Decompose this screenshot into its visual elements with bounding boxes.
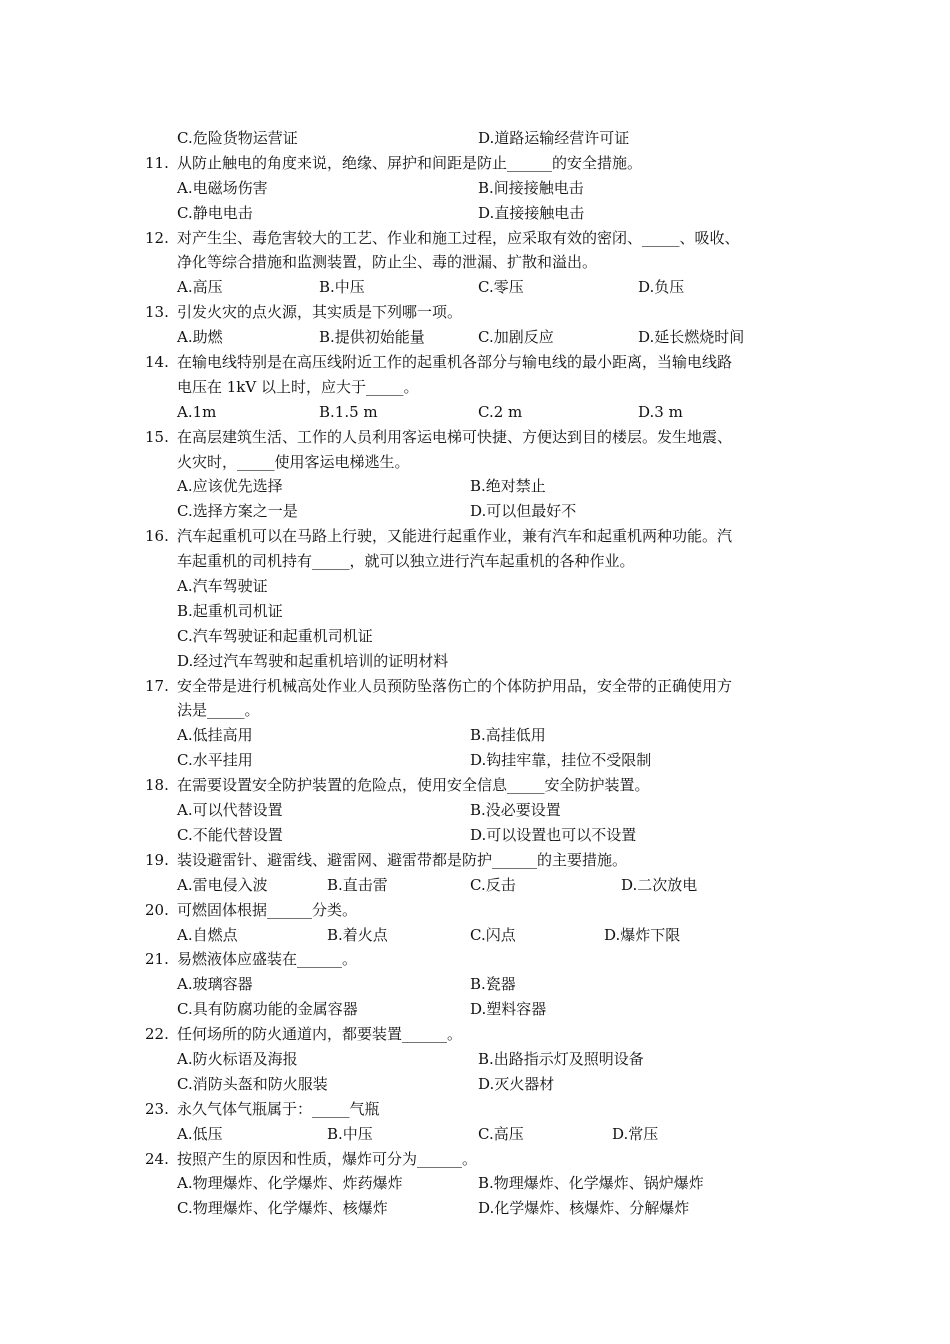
- option-q24-b: B.物理爆炸、化学爆炸、锅炉爆炸: [478, 1174, 704, 1193]
- question-line: [0, 549, 950, 574]
- question-text: 任何场所的防火通道内，都要装置______。: [177, 1025, 463, 1044]
- option-q20-a: A.自燃点: [177, 925, 238, 944]
- option-row: [0, 1171, 950, 1196]
- question-number: 19.: [145, 850, 169, 869]
- option-q14-b: B.1.5 m: [319, 402, 378, 421]
- option-row: [0, 325, 950, 350]
- question-line: [0, 947, 950, 972]
- question-line: [0, 698, 950, 723]
- question-line: [0, 450, 950, 475]
- option-q22-b: B.出路指示灯及照明设备: [478, 1049, 644, 1068]
- question-line: [0, 300, 950, 325]
- option-q14-d: D.3 m: [638, 402, 683, 421]
- option-q23-d: D.常压: [612, 1124, 659, 1143]
- question-text: 可燃固体根据______分类。: [177, 900, 358, 919]
- option-q23-b: B.中压: [327, 1124, 373, 1143]
- option-row: [0, 723, 950, 748]
- option-q17-a: A.低挂高用: [177, 726, 253, 745]
- option-q24-a: A.物理爆炸、化学爆炸、炸药爆炸: [177, 1174, 403, 1193]
- question-line: [0, 350, 950, 375]
- option-q17-d: D.钩挂牢靠，挂位不受限制: [470, 751, 652, 770]
- option-q13-d: D.延长燃烧时间: [638, 328, 745, 347]
- option-q22-d: D.灭火器材: [478, 1074, 555, 1093]
- question-text: 在输电线特别是在高压线附近工作的起重机各部分与输电线的最小距离，当输电线路: [177, 353, 733, 372]
- option-q14-a: A.1m: [177, 402, 217, 421]
- exam-page: [0, 126, 950, 1221]
- option-row: [0, 624, 950, 649]
- question-text: 从防止触电的角度来说，绝缘、屏护和间距是防止______的安全措施。: [177, 153, 643, 172]
- question-text: 按照产生的原因和性质，爆炸可分为______。: [177, 1149, 478, 1168]
- option-q17-c: C.水平挂用: [177, 751, 253, 770]
- option-q21-d: D.塑料容器: [470, 1000, 547, 1019]
- question-line: [0, 674, 950, 699]
- question-line: [0, 524, 950, 549]
- option-q11-a: A.电磁场伤害: [177, 178, 268, 197]
- option-q11-d: D.直接接触电击: [478, 203, 585, 222]
- question-line: [0, 1147, 950, 1172]
- option-row: [0, 400, 950, 425]
- question-number: 11.: [145, 153, 169, 172]
- option-row: [0, 873, 950, 898]
- option-row: [0, 499, 950, 524]
- option-q11-b: B.间接接触电击: [478, 178, 584, 197]
- question-number: 12.: [145, 228, 169, 247]
- option-q12-d: D.负压: [638, 278, 685, 297]
- option-q16-d: D.经过汽车驾驶和起重机培训的证明材料: [177, 651, 449, 670]
- option-row: [0, 649, 950, 674]
- question-text: 法是_____。: [177, 701, 260, 720]
- option-q19-b: B.直击雷: [327, 875, 388, 894]
- question-text: 装设避雷针、避雷线、避雷网、避雷带都是防护______的主要措施。: [177, 850, 628, 869]
- question-line: [0, 898, 950, 923]
- question-text: 车起重机的司机持有_____，就可以独立进行汽车起重机的各种作业。: [177, 552, 635, 571]
- option-q21-b: B.瓷器: [470, 975, 516, 994]
- option-q21-a: A.玻璃容器: [177, 975, 253, 994]
- question-line: [0, 773, 950, 798]
- option-row: [0, 748, 950, 773]
- question-line: [0, 375, 950, 400]
- option-q23-c: C.高压: [478, 1124, 524, 1143]
- option-row: [0, 474, 950, 499]
- option-q22-a: A.防火标语及海报: [177, 1049, 298, 1068]
- option-row: [0, 275, 950, 300]
- question-text: 在高层建筑生活、工作的人员利用客运电梯可快捷、方便达到目的楼层。发生地震、: [177, 427, 733, 446]
- option-q12-c: C.零压: [478, 278, 524, 297]
- option-q18-b: B.没必要设置: [470, 801, 561, 820]
- option-q19-a: A.雷电侵入波: [177, 875, 268, 894]
- option-q24-d: D.化学爆炸、核爆炸、分解爆炸: [478, 1199, 690, 1218]
- option-row: [0, 1196, 950, 1221]
- option-q15-a: A.应该优先选择: [177, 477, 283, 496]
- question-text: 引发火灾的点火源，其实质是下列哪一项。: [177, 303, 463, 322]
- option-q15-d: D.可以但最好不: [470, 502, 577, 521]
- option-row: [0, 176, 950, 201]
- option-q18-a: A.可以代替设置: [177, 801, 283, 820]
- option-row: [0, 1047, 950, 1072]
- option-q10-c: C.危险货物运营证: [177, 129, 298, 147]
- question-number: 21.: [145, 950, 169, 969]
- question-number: 20.: [145, 900, 169, 919]
- option-q11-c: C.静电电击: [177, 203, 253, 222]
- question-text: 汽车起重机可以在马路上行驶，又能进行起重作业，兼有汽车和起重机两种功能。汽: [177, 527, 733, 546]
- question-number: 13.: [145, 303, 169, 322]
- question-text: 在需要设置安全防护装置的危险点，使用安全信息_____安全防护装置。: [177, 776, 650, 795]
- option-q15-c: C.选择方案之一是: [177, 502, 298, 521]
- question-line: [0, 226, 950, 251]
- option-q13-a: A.助燃: [177, 328, 223, 347]
- option-row: [0, 798, 950, 823]
- question-number: 16.: [145, 527, 169, 546]
- option-q21-c: C.具有防腐功能的金属容器: [177, 1000, 358, 1019]
- option-q24-c: C.物理爆炸、化学爆炸、核爆炸: [177, 1199, 388, 1218]
- option-row: [0, 1122, 950, 1147]
- option-q19-d: D.二次放电: [621, 875, 698, 894]
- option-q16-b: B.起重机司机证: [177, 601, 283, 620]
- question-line: [0, 425, 950, 450]
- question-line: [0, 1022, 950, 1047]
- option-q12-a: A.高压: [177, 278, 223, 297]
- option-row: [0, 923, 950, 948]
- option-q18-c: C.不能代替设置: [177, 825, 283, 844]
- option-q15-b: B.绝对禁止: [470, 477, 546, 496]
- option-q13-c: C.加剧反应: [478, 328, 554, 347]
- option-q16-a: A.汽车驾驶证: [177, 577, 268, 596]
- option-q20-b: B.着火点: [327, 925, 388, 944]
- question-number: 22.: [145, 1025, 169, 1044]
- option-q20-c: C.闪点: [470, 925, 516, 944]
- question-number: 15.: [145, 427, 169, 446]
- option-row: [0, 997, 950, 1022]
- option-q23-a: A.低压: [177, 1124, 223, 1143]
- option-q17-b: B.高挂低用: [470, 726, 546, 745]
- option-q20-d: D.爆炸下限: [604, 925, 681, 944]
- option-q18-d: D.可以设置也可以不设置: [470, 825, 637, 844]
- option-row: [0, 599, 950, 624]
- question-text: 安全带是进行机械高处作业人员预防坠落伤亡的个体防护用品，安全带的正确使用方: [177, 676, 733, 695]
- question-line: [0, 151, 950, 176]
- option-row: [0, 201, 950, 226]
- question-text: 净化等综合措施和监测装置，防止尘、毒的泄漏、扩散和溢出。: [177, 253, 598, 272]
- question-text: 永久气体气瓶属于：_____气瓶: [177, 1099, 380, 1118]
- question-line: [0, 1097, 950, 1122]
- option-row: [0, 1072, 950, 1097]
- option-row: [0, 972, 950, 997]
- option-q10-d: D.道路运输经营许可证: [478, 129, 630, 147]
- option-q14-c: C.2 m: [478, 402, 523, 421]
- option-row: [0, 574, 950, 599]
- question-text: 易燃液体应盛装在______。: [177, 950, 358, 969]
- question-number: 24.: [145, 1149, 169, 1168]
- option-row: [0, 126, 950, 151]
- question-text: 对产生尘、毒危害较大的工艺、作业和施工过程，应采取有效的密闭、_____、吸收、: [177, 228, 740, 247]
- question-number: 17.: [145, 676, 169, 695]
- option-q16-c: C.汽车驾驶证和起重机司机证: [177, 626, 373, 645]
- question-line: [0, 848, 950, 873]
- option-row: [0, 823, 950, 848]
- option-q19-c: C.反击: [470, 875, 516, 894]
- question-number: 14.: [145, 353, 169, 372]
- question-text: 电压在 1kV 以上时，应大于_____。: [177, 377, 419, 396]
- option-q12-b: B.中压: [319, 278, 365, 297]
- option-q22-c: C.消防头盔和防火服装: [177, 1074, 328, 1093]
- question-number: 23.: [145, 1099, 169, 1118]
- question-line: [0, 250, 950, 275]
- option-q13-b: B.提供初始能量: [319, 328, 425, 347]
- question-text: 火灾时，_____使用客运电梯逃生。: [177, 452, 410, 471]
- question-number: 18.: [145, 776, 169, 795]
